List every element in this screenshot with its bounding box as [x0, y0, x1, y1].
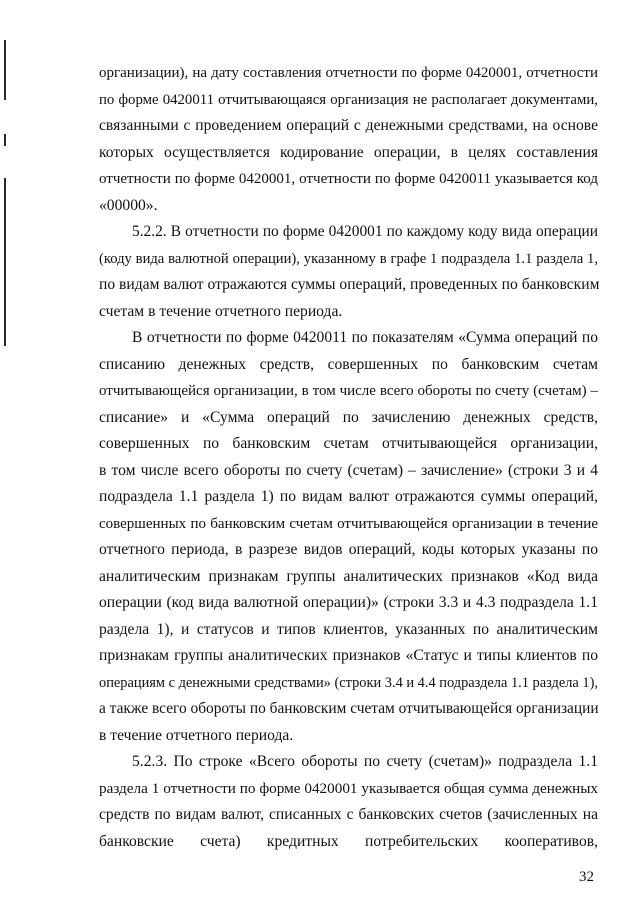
text-line: которых осуществляется кодирование операции, в целях составления: [99, 143, 598, 161]
paragraph-start-line: 5.2.3. По строке «Всего обороты по счету (счетам)» подраздела 1.1: [132, 753, 598, 770]
text-line: списание» и «Сумма операций по зачислению денежных средств,: [99, 408, 598, 426]
scan-margin-mark: [4, 40, 6, 100]
text-line: операциям с денежными средствами» (строки 3.4 и 4.4 подраздела 1.1 раздела 1),: [99, 674, 598, 691]
text-line: средств по видам валют, списанных с банковских счетов (зачисленных на: [99, 806, 598, 823]
paragraph-start-line: 5.2.2. В отчетности по форме 0420001 по каждому коду вида операции: [132, 223, 598, 240]
text-line: в том числе всего обороты по счету (счетам) – зачисление» (строки 3 и 4: [99, 461, 598, 479]
text-line: по форме 0420011 отчитывающаяся организация не располагает документами,: [99, 91, 598, 108]
text-line: раздела 1), и статусов и типов клиентов, указанных по аналитическим: [99, 620, 598, 638]
text-line: совершенных по банковским счетам отчитывающейся организации в течение: [99, 515, 598, 532]
scan-margin-mark: [4, 178, 6, 346]
text-line: связанными с проведением операций с денежными средствами, на основе: [99, 117, 598, 134]
text-line: банковские счета) кредитных потребительских кооперативов,: [99, 832, 598, 850]
text-line: операции (код вида валютной операции)» (строки 3.3 и 4.3 подраздела 1.1: [99, 594, 598, 611]
text-line: в течение отчетного периода.: [99, 726, 294, 744]
text-line: аналитическим признакам группы аналитических признаков «Код вида: [99, 567, 598, 585]
text-line: организации), на дату составления отчетности по форме 0420001, отчетности: [99, 65, 598, 81]
text-line: отчетного периода, в разрезе видов операций, коды которых указаны по: [99, 541, 598, 558]
paragraph-start-line: В отчетности по форме 0420011 по показателям «Сумма операций по: [132, 329, 598, 346]
text-line: «00000».: [99, 196, 158, 214]
text-line: отчетности по форме 0420001, отчетности по форме 0420011 указывается код: [99, 171, 598, 187]
text-line: списанию денежных средств, совершенных по банковским счетам: [99, 355, 598, 373]
scan-margin-mark: [4, 134, 6, 146]
text-line: отчитывающейся организации, в том числе всего обороты по счету (счетам) –: [99, 383, 598, 399]
document-body: [99, 60, 598, 855]
text-line: подраздела 1.1 раздела 1) по видам валют отражаются суммы операций,: [99, 488, 598, 505]
text-line: совершенных по банковским счетам отчитывающейся организации,: [99, 435, 598, 452]
text-line: по видам валют отражаются суммы операций, проведенных по банковским: [99, 276, 600, 293]
text-line: раздела 1 отчетности по форме 0420001 указывается общая сумма денежных: [99, 779, 598, 797]
text-line: а также всего обороты по банковским счетам отчитывающейся организации: [99, 700, 599, 717]
text-line: признакам группы аналитических признаков «Статус и типы клиентов по: [99, 647, 598, 664]
page-number: 32: [579, 869, 594, 885]
text-line: (коду вида валютной операции), указанному в графе 1 подраздела 1.1 раздела 1,: [99, 250, 598, 267]
text-line: счетам в течение отчетного периода.: [99, 302, 343, 320]
